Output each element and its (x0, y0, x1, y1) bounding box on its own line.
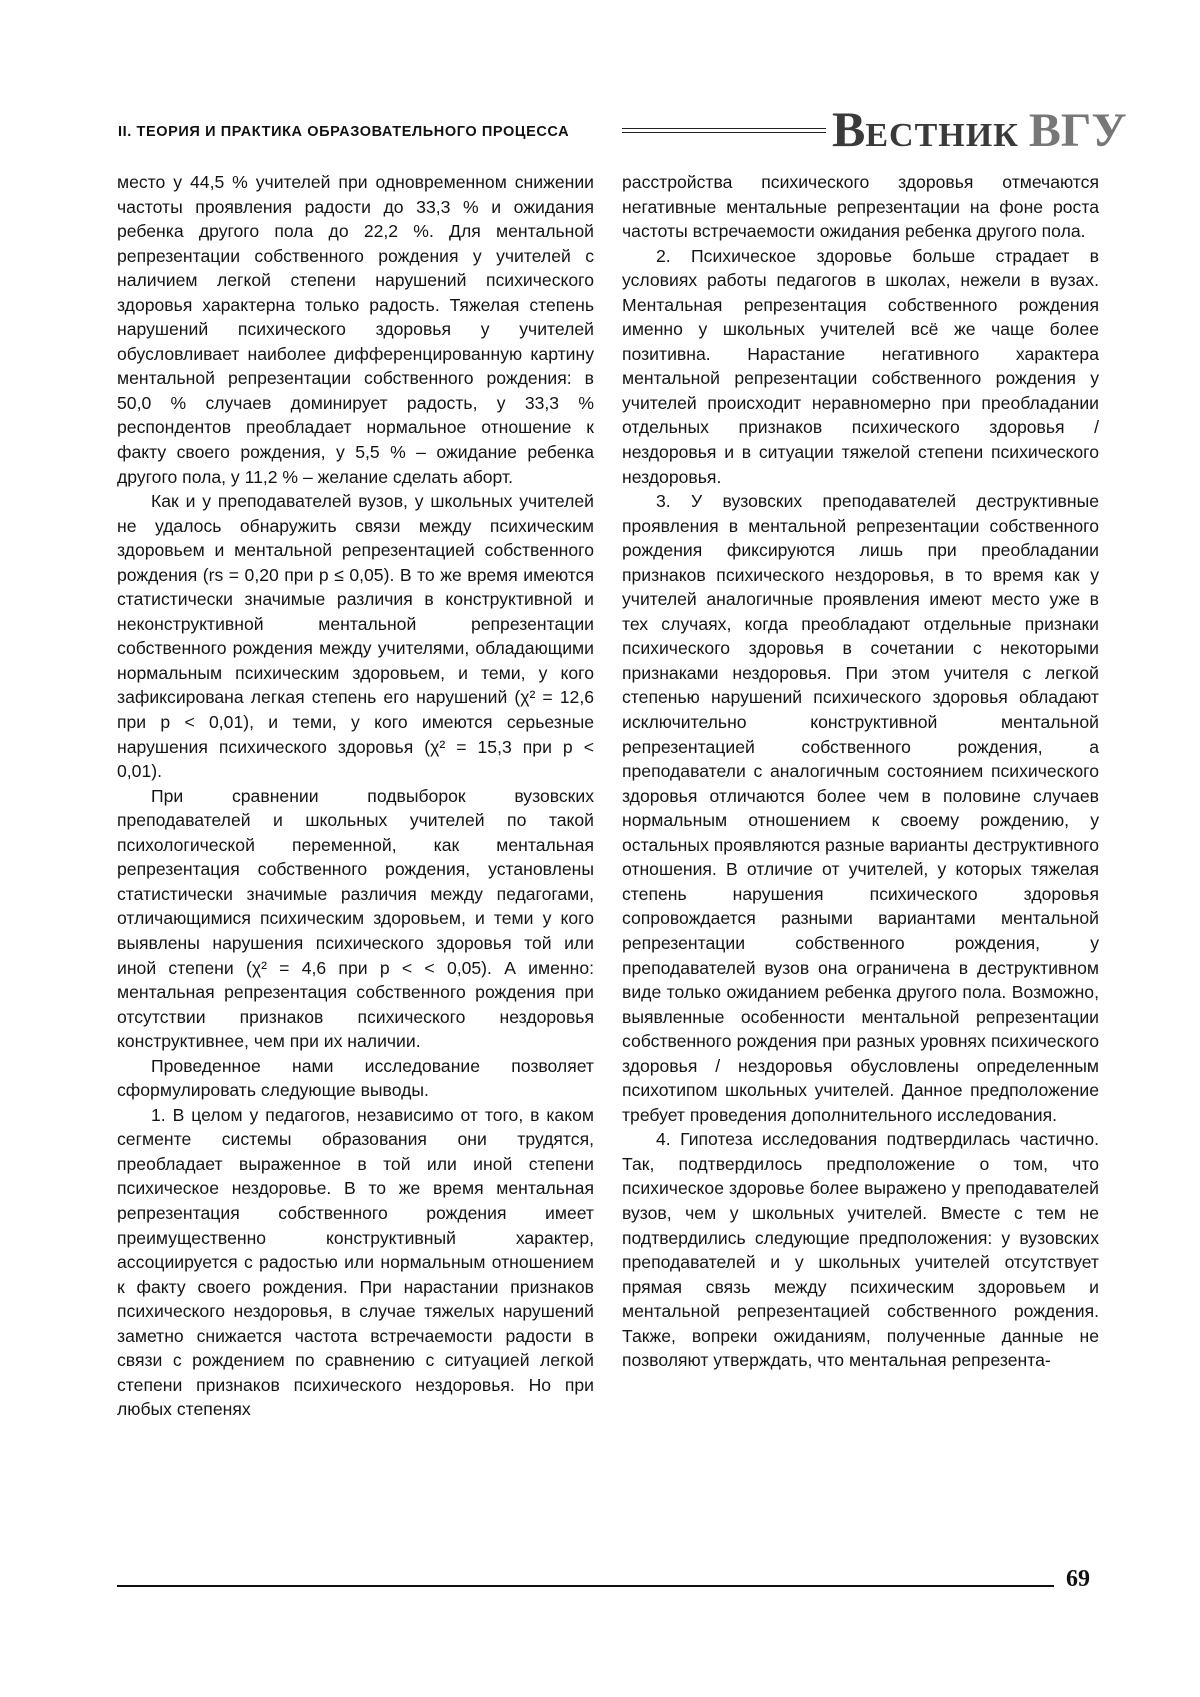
journal-logo (832, 100, 1127, 157)
left-column (117, 170, 594, 1422)
journal-logo-word: ЕСТНИК (865, 117, 1019, 154)
footer-rule (117, 1585, 1054, 1587)
paragraph: 2. Психическое здоровье больше страдает в условиях работы педагогов в школах, нежели в вузах. Ментальная репрезентация собственного рождения именно у школьных учителей всё же чаще более позитивна. Нарастание негативного характера ментальной репрезентации собственного рождения у учителей происходит неравномерно при преобладании отдельных признаков психического здоровья / нездоровья и в ситуации тяжелой степени психического нездоровья. (622, 245, 1099, 487)
page-number: 69 (1066, 1566, 1090, 1592)
paragraph: Проведенное нами исследование позволяет сформулировать следующие выводы. (117, 1055, 594, 1101)
paragraph: место у 44,5 % учителей при одновременном снижении частоты проявления радости до 33,3 % и ожидания ребенка другого пола до 22,2 %. Для ментальной репрезентации собственного рождения у учителей с наличием легкой степени нарушений психического здоровья характерна только радость. Тяжелая степень нарушений психического здоровья у учителей обусловливает наиболее дифференцированную картину ментальной репрезентации собственного рождения: в 50,0 % случаев доминирует радость, у 33,3 % респондентов преобладает нормальное отношение к факту своего рождения, у 5,5 % – ожидание ребенка другого пола, у 11,2 % – желание сделать аборт. (117, 172, 594, 487)
journal-logo-abbrev: ВГУ (1028, 104, 1127, 157)
paragraph: При сравнении подвыборок вузовских преподавателей и школьных учителей по такой психологической переменной, как ментальная репрезентация собственного рождения, установлены статистически значимые различия между педагогами, отличающимися психическим здоровьем, и теми у кого выявлены нарушения психического здоровья той или иной степени (χ² = 4,6 при p < < 0,05). А именно: ментальная репрезентация собственного рождения при отсутствии признаков психического нездоровья конструктивнее, чем при их наличии. (117, 785, 594, 1052)
section-title: II. ТЕОРИЯ И ПРАКТИКА ОБРАЗОВАТЕЛЬНОГО ПРОЦЕССА (118, 124, 570, 140)
paragraph: 3. У вузовских преподавателей деструктивные проявления в ментальной репрезентации собственного рождения фиксируются лишь при преобладании признаков психического нездоровья, в то время как у учителей аналогичные проявления имеют место уже в тех случаях, когда преобладают отдельные признаки психического здоровья в сочетании с некоторыми признаками нездоровья. При этом учителя с легкой степенью нарушений психического здоровья обладают исключительно конструктивной ментальной репрезентацией собственного рождения, а преподаватели с аналогичным состоянием психического здоровья отличаются более чем в половине случаев нормальным отношением к своему рождению, у остальных проявляются разные варианты деструктивного отношения. В отличие от учителей, у которых тяжелая степень нарушения психического здоровья сопровождается разными вариантами ментальной репрезентации собственного рождения, у преподавателей вузов она ограничена в деструктивном виде только ожиданием ребенка другого пола. Возможно, выявленные особенности ментальной репрезентации собственного рождения при разных уровнях психического здоровья / нездоровья обусловлены определенным психотипом школьных учителей. Данное предположение требует проведения дополнительного исследования. (622, 491, 1099, 1125)
paragraph: 1. В целом у педагогов, независимо от того, в каком сегменте системы образования они трудятся, преобладает выраженное в той или иной степени психическое нездоровье. В то же время ментальная репрезентация собственного рождения имеет преимущественно конструктивный характер, ассоциируется с радостью или нормальным отношением к факту своего рождения. При нарастании признаков психического нездоровья, в случае тяжелых нарушений заметно снижается частота встречаемости радости в связи с рождением по сравнению с ситуацией легкой степени признаков психического нездоровья. Но при любых степенях (117, 1104, 594, 1420)
journal-logo-initial: В (832, 101, 866, 157)
paragraph: 4. Гипотеза исследования подтвердилась частично. Так, подтвердилось предположение о том, что психическое здоровье более выражено у преподавателей вузов, чем у школьных учителей. Вместе с тем не подтвердились следующие предположения: у вузовских преподавателей и у школьных учителей отсутствует прямая связь между психическим здоровьем и ментальной репрезентацией собственного рождения. Также, вопреки ожиданиям, полученные данные не позволяют утверждать, что ментальная репрезента- (622, 1129, 1099, 1371)
header-rule (622, 128, 826, 133)
paragraph: расстройства психического здоровья отмечаются негативные ментальные репрезентации на фоне роста частоты встречаемости ожидания ребенка другого пола. (622, 172, 1099, 242)
right-column (622, 170, 1099, 1373)
paragraph: Как и у преподавателей вузов, у школьных учителей не удалось обнаружить связи между психическим здоровьем и ментальной репрезентацией собственного рождения (rs = 0,20 при p ≤ 0,05). В то же время имеются статистически значимые различия в конструктивной и неконструктивной ментальной репрезентации собственного рождения между учителями, обладающими нормальным психическим здоровьем, и теми, у кого зафиксирована легкая степень его нарушений (χ² = 12,6 при p < 0,01), и теми, у кого имеются серьезные нарушения психического здоровья (χ² = 15,3 при p < 0,01). (117, 491, 594, 782)
